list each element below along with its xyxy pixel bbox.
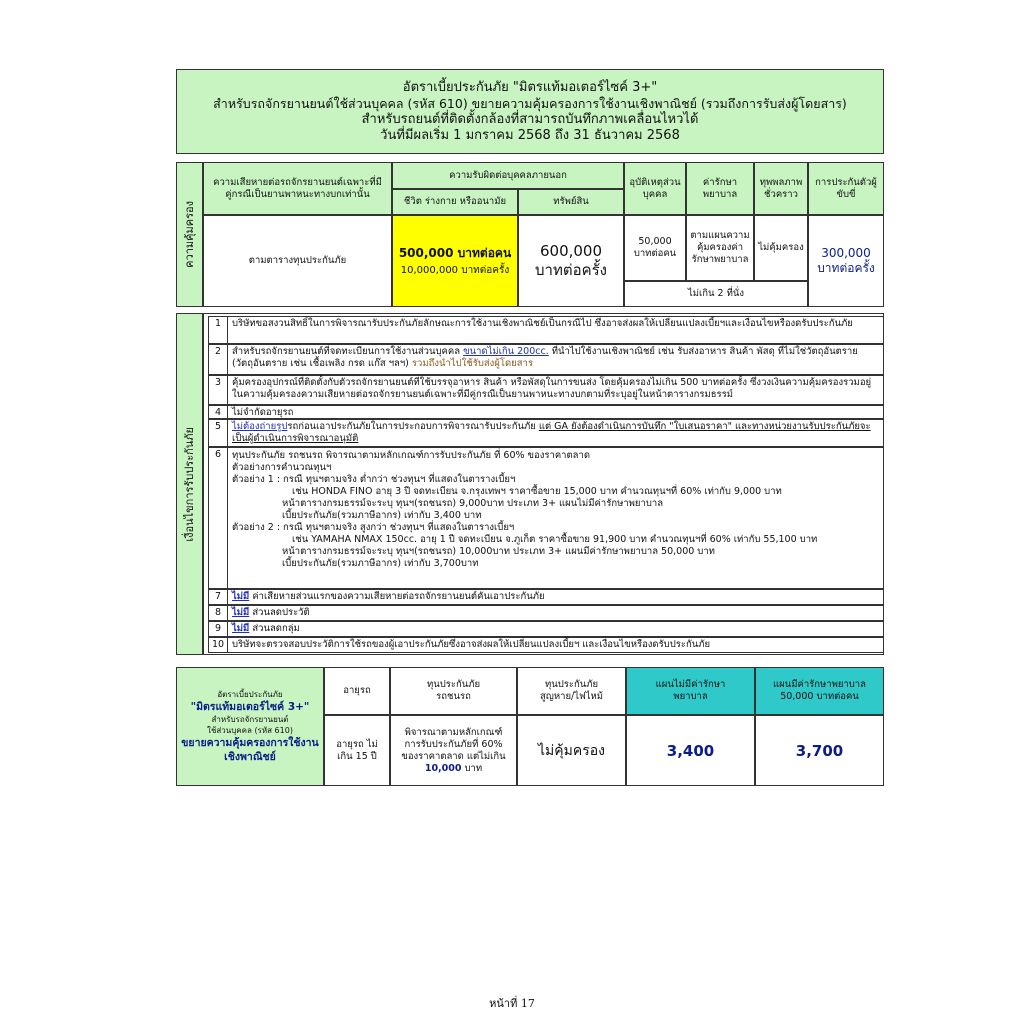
condition-row-5: 5 ไม่ต้องถ่ายรูปรถก่อนเอาประกันภัยในการประกอบการพิจารณารับประกันภัย แต่ GA ยังต้องดำเนินการบันทึก "ใบเสนอราคา" และทางหน่วยงานรับประกันภัยจะเป็นผู้ดำเนินการพิจารณาอนุมัติ bbox=[208, 419, 884, 447]
premium-value-sum: พิจารณาตามหลักเกณฑ์การรับประกันภัยที่ 60% ของราคาตลาด แต่ไม่เกิน 10,000 บาท bbox=[390, 715, 517, 786]
rate-header bbox=[176, 69, 884, 154]
coverage-value-seats: ไม่เกิน 2 ที่นั่ง bbox=[624, 281, 808, 307]
coverage-header-medical: ค่ารักษาพยาบาล bbox=[686, 162, 754, 215]
coverage-value-accident: 50,000 บาทต่อคน bbox=[624, 215, 686, 281]
condition-row-4: 4 ไม่จำกัดอายุรถ bbox=[208, 405, 884, 419]
no-group-discount-link[interactable]: ไม่มี bbox=[232, 623, 250, 634]
coverage-value-damage: ตามตารางทุนประกันภัย bbox=[203, 215, 392, 307]
header-camera-note: สำหรับรถยนต์ที่ติดตั้งกล้องที่สามารถบันทึกภาพเคลื่อนไหวได้ bbox=[361, 111, 699, 127]
premium-value-plan-no-medical: 3,400 bbox=[626, 715, 755, 786]
coverage-header-accident: อุบัติเหตุส่วนบุคคล bbox=[624, 162, 686, 215]
coverage-value-bail: 300,000 บาทต่อครั้ง bbox=[808, 215, 884, 307]
page-number: หน้าที่ 17 bbox=[489, 997, 535, 1010]
premium-header-plan-medical: แผนมีค่ารักษาพยาบาล 50,000 บาทต่อคน bbox=[755, 667, 884, 715]
premium-value-plan-medical: 3,700 bbox=[755, 715, 884, 786]
premium-header-plan-no-medical: แผนไม่มีค่ารักษาพยาบาล bbox=[626, 667, 755, 715]
no-history-discount-link[interactable]: ไม่มี bbox=[232, 607, 250, 618]
premium-header-age: อายุรถ bbox=[324, 667, 390, 715]
coverage-side-label: ความคุ้มครอง bbox=[176, 162, 203, 307]
condition-row-1: 1 บริษัทขอสงวนสิทธิ์ในการพิจารณารับประกันภัยลักษณะการใช้งานเชิงพาณิชย์เป็นกรณีไป ซึ่งอาจส่งผลให้เปลี่ยนแปลงเบี้ยฯและเงื่อนไขหรืองดรับประกันภัย bbox=[208, 316, 884, 344]
no-deductible-link[interactable]: ไม่มี bbox=[232, 591, 250, 602]
no-photo-link[interactable]: ไม่ต้องถ่ายรูป bbox=[232, 421, 288, 432]
conditions-side-label: เงื่อนไขการรับประกันภัย bbox=[176, 313, 203, 655]
condition-row-7: 7 ไม่มี ค่าเสียหายส่วนแรกของความเสียหายต่อรถจักรยานยนต์คันเอาประกันภัย bbox=[208, 589, 884, 605]
coverage-value-life: 500,000 บาทต่อคน 10,000,000 บาทต่อครั้ง bbox=[392, 215, 518, 307]
header-title: อัตราเบี้ยประกันภัย "มิตรแท้มอเตอร์ไซค์ 3+" bbox=[402, 79, 658, 95]
condition-row-9: 9 ไม่มี ส่วนลดกลุ่ม bbox=[208, 621, 884, 637]
coverage-header-property: ทรัพย์สิน bbox=[518, 189, 624, 215]
cc-limit-link[interactable]: ขนาดไม่เกิน 200cc. bbox=[463, 346, 549, 357]
premium-value-lost: ไม่คุ้มครอง bbox=[517, 715, 626, 786]
coverage-header-liability: ความรับผิดต่อบุคคลภายนอก bbox=[392, 162, 624, 189]
condition-row-6: 6 ทุนประกันภัย รถชนรถ พิจารณาตามหลักเกณฑ์การรับประกันภัย ที่ 60% ของราคาตลาด ตัวอย่างการคำนวณทุนฯ ตัวอย่าง 1 : กรณี ทุนฯตามจริง ต่ำกว่า ช่วงทุนฯ ที่แสดงในตารางเบี้ยฯ เช่น HONDA FINO อายุ 3 ปี จดทะเบียน จ.กรุงเทพฯ ราคาซื้อขาย 15,000 บาท คำนวณทุนฯที่ 60% เท่ากับ 9,000 บาท หน้าตารางกรมธรรม์จะระบุ ทุนฯ(รถชนรถ) 9,000บาท ประเภท 3+ แผนไม่มีค่ารักษาพยาบาล เบี้ยประกันภัย(รวมภาษีอากร) เท่ากับ 3,400 บาท ตัวอย่าง 2 : กรณี ทุนฯตามจริง สูงกว่า ช่วงทุนฯ ที่แสดงในตารางเบี้ยฯ เช่น YAMAHA NMAX 150cc. อายุ 1 ปี จดทะเบียน จ.ภูเก็ต ราคาซื้อขาย 91,900 บาท คำนวณทุนฯที่ 60% เท่ากับ 55,100 บาท หน้าตารางกรมธรรม์จะระบุ ทุนฯ(รถชนรถ) 10,000บาท ประเภท 3+ แผนมีค่ารักษาพยาบาล 50,000 บาท เบี้ยประกันภัย(รวมภาษีอากร) เท่ากับ 3,700บาท bbox=[208, 447, 884, 589]
condition-row-8: 8 ไม่มี ส่วนลดประวัติ bbox=[208, 605, 884, 621]
coverage-value-property: 600,000 บาทต่อครั้ง bbox=[518, 215, 624, 307]
coverage-value-medical: ตามแผนความคุ้มครองค่ารักษาพยาบาล bbox=[686, 215, 754, 281]
header-effective-date: วันที่มีผลเริ่ม 1 มกราคม 2568 ถึง 31 ธันวาคม 2568 bbox=[380, 127, 680, 143]
condition-row-2: 2 สำหรับรถจักรยานยนต์ที่จดทะเบียนการใช้งานส่วนบุคคล ขนาดไม่เกิน 200cc. ที่นำไปใช้งานเชิงพาณิชย์ เช่น รับส่งอาหาร สินค้า พัสดุ ที่ไม่ใช่วัตถุอันตราย (วัตถุอันตราย เช่น เชื้อเพลิง กรด แก๊ส ฯลฯ) รวมถึงนำไปใช้รับส่งผู้โดยสาร bbox=[208, 344, 884, 375]
premium-header-lost: ทุนประกันภัย สูญหาย/ไฟไหม้ bbox=[517, 667, 626, 715]
coverage-header-life: ชีวิต ร่างกาย หรืออนามัย bbox=[392, 189, 518, 215]
coverage-header-bail: การประกันตัวผู้ขับขี่ bbox=[808, 162, 884, 215]
premium-product-label: อัตราเบี้ยประกันภัย "มิตรแท้มอเตอร์ไซค์ 3+" สำหรับรถจักรยานยนต์ ใช้ส่วนบุคคล (รหัส 610) ขยายความคุ้มครองการใช้งานเชิงพาณิชย์ bbox=[176, 667, 324, 786]
coverage-header-damage: ความเสียหายต่อรถจักรยานยนต์เฉพาะที่มีคู่กรณีเป็นยานพาหนะทางบกเท่านั้น bbox=[203, 162, 392, 215]
coverage-value-disability: ไม่คุ้มครอง bbox=[754, 215, 808, 281]
premium-header-sum: ทุนประกันภัย รถชนรถ bbox=[390, 667, 517, 715]
condition-row-3: 3 คุ้มครองอุปกรณ์ที่ติดตั้งกับตัวรถจักรยานยนต์ที่ใช้บรรจุอาหาร สินค้า หรือพัสดุในการขนส่ง โดยคุ้มครองไม่เกิน 500 บาทต่อครั้ง ซึ่งวงเงินความคุ้มครองรวมอยู่ในความคุ้มครองความเสียหายต่อรถจักรยานยนต์เฉพาะที่มีคู่กรณีเป็นยานพาหนะทางบกตามที่ระบุอยู่ในหน้าตารางกรมธรรม์ bbox=[208, 375, 884, 405]
coverage-header-disability: ทุพพลภาพชั่วคราว bbox=[754, 162, 808, 215]
header-subtitle: สำหรับรถจักรยานยนต์ใช้ส่วนบุคคล (รหัส 610) ขยายความคุ้มครองการใช้งานเชิงพาณิชย์ (รวมถึงการรับส่งผู้โดยสาร) bbox=[213, 95, 847, 111]
condition-row-10: 10 บริษัทจะตรวจสอบประวัติการใช้รถของผู้เอาประกันภัยซึ่งอาจส่งผลให้เปลี่ยนแปลงเบี้ยฯ และเงื่อนไขหรืองดรับประกันภัย bbox=[208, 637, 884, 653]
premium-value-age: อายุรถ ไม่เกิน 15 ปี bbox=[324, 715, 390, 786]
